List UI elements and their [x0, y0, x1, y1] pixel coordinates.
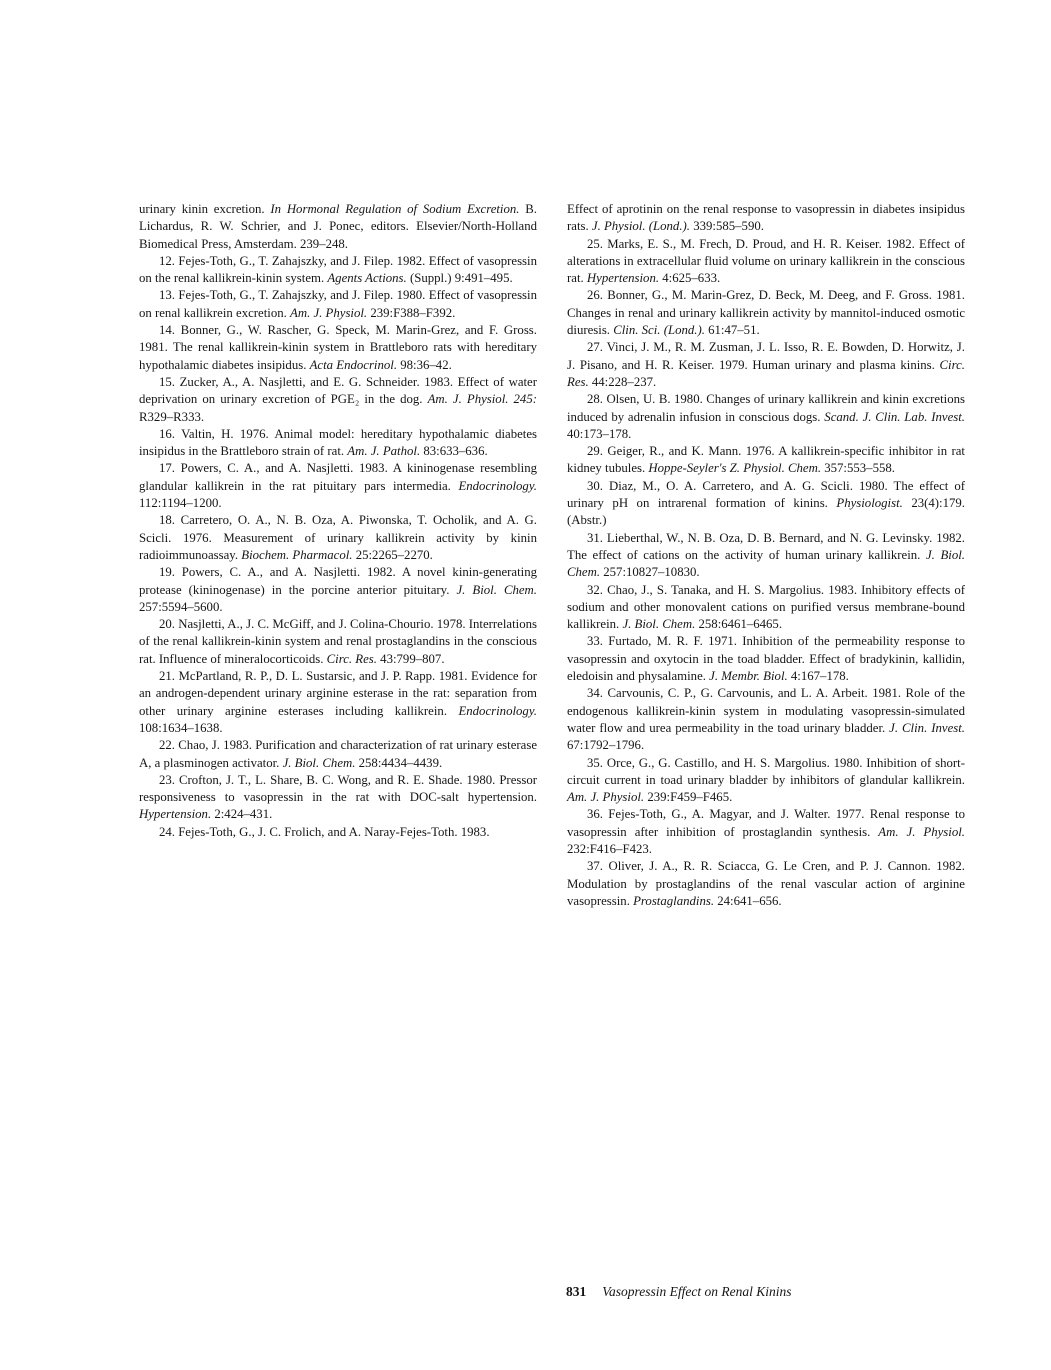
reference-text: 27. Vinci, J. M., R. M. Zusman, J. L. Isso, R. E. Bowden, D. Horwitz, J. J. Pisano, and H. R. Keiser. 1979. Human urinary and plasma kinins.: [567, 340, 965, 372]
reference-journal-name: Am. J. Pathol.: [347, 444, 421, 459]
reference-text: 25:2265–2270.: [352, 547, 433, 562]
reference-text: B. Lichardus, R. W. Schrier, and J. Ponec, editors. Elsevier/North-Holland Biomedical Press, Amsterdam. 239–248.: [139, 202, 537, 251]
reference-text: 24:641–656.: [714, 893, 782, 908]
reference-item: [139, 737, 537, 772]
reference-journal-name: Hoppe-Seyler's Z. Physiol. Chem.: [648, 461, 822, 476]
running-title: Vasopressin Effect on Renal Kinins: [602, 1284, 792, 1299]
reference-text: 4:167–178.: [787, 669, 849, 684]
reference-journal-name: Circ. Res.: [567, 357, 965, 389]
reference-item: [139, 616, 537, 668]
page-number: 831: [566, 1284, 587, 1299]
reference-continuation: [139, 201, 537, 253]
reference-item: [567, 339, 965, 391]
reference-journal-name: J. Biol. Chem.: [282, 755, 356, 770]
reference-item: [139, 564, 537, 616]
reference-text: 239:F459–F465.: [644, 790, 733, 805]
reference-item: [567, 530, 965, 582]
reference-item: [139, 824, 537, 841]
reference-text: 16. Valtin, H. 1976. Animal model: hereditary hypothalamic diabetes insipidus in the Brattleboro strain of rat.: [139, 426, 537, 459]
reference-text: 19. Powers, C. A., and A. Nasjletti. 1982. A novel kinin-generating protease (kininogenase) in the porcine anterior pituitary.: [139, 565, 537, 597]
reference-text: 67:1792–1796.: [567, 738, 645, 753]
reference-item: [567, 391, 965, 443]
reference-text: R329–R333.: [139, 409, 205, 424]
reference-text: Effect of aprotinin on the renal response to vasopressin in diabetes insipidus rats.: [567, 202, 965, 234]
reference-journal-name: Endocrinology.: [458, 478, 537, 493]
reference-text: 34. Carvounis, C. P., G. Carvounis, and L. A. Arbeit. 1981. Role of the endogenous kallikrein-kinin system in modulating vasopressin-simulated water flow and urea permeability in the toad urinary bladder.: [567, 686, 965, 735]
reference-item: [139, 374, 537, 426]
reference-text: 43:799–807.: [376, 651, 445, 666]
reference-item: [567, 755, 965, 807]
reference-item: [567, 858, 965, 910]
reference-item: [139, 512, 537, 564]
reference-text: 26. Bonner, G., M. Marin-Grez, D. Beck, M. Deeg, and F. Gross. 1981. Changes in renal and urinary kallikrein activity by mannitol-induced osmotic diuresis.: [567, 288, 965, 338]
reference-journal-name: Am. J. Physiol.: [878, 824, 965, 839]
reference-text: 232:F416–F423.: [567, 841, 652, 856]
reference-text: 33. Furtado, M. R. F. 1971. Inhibition of the permeability response to vasopressin and oxytocin in the toad bladder. Effect of bradykinin, kallidin, eledoisin and physalamine.: [567, 634, 965, 684]
reference-text: 40:173–178.: [567, 426, 632, 441]
reference-item: [567, 582, 965, 634]
reference-text: 12. Fejes-Toth, G., T. Zahajszky, and J. Filep. 1982. Effect of vasopressin on the renal kallikrein-kinin system.: [139, 253, 537, 286]
reference-item: [567, 685, 965, 754]
reference-item: [139, 426, 537, 461]
reference-text: 257:10827–10830.: [600, 565, 700, 580]
reference-text: 4:625–633.: [659, 271, 721, 286]
reference-text: 20. Nasjletti, A., J. C. McGiff, and J. Colina-Chourio. 1978. Interrelations of the renal kallikrein-kinin system and renal prostaglandins in the conscious rat. Influence of mineralocorticoids.: [139, 617, 537, 666]
reference-text: 258:6461–6465.: [695, 617, 783, 632]
reference-journal-name: Hypertension.: [586, 271, 660, 286]
reference-item: [139, 668, 537, 737]
reference-text: 257:5594–5600.: [139, 599, 223, 614]
reference-item: [139, 287, 537, 322]
reference-journal-name: J. Biol. Chem.: [622, 617, 696, 632]
reference-text: 83:633–636.: [420, 444, 488, 459]
reference-text: (Suppl.) 9:491–495.: [406, 271, 513, 286]
reference-text: 2:424–431.: [211, 807, 273, 822]
reference-text: 14. Bonner, G., W. Rascher, G. Speck, M. Marin-Grez, and F. Gross. 1981. The renal kallikrein-kinin system in Brattleboro rats with hereditary hypothalamic diabetes insipidus.: [139, 323, 537, 372]
reference-text: 239:F388–F392.: [367, 305, 456, 320]
reference-item: [567, 287, 965, 339]
reference-text: 61:47–51.: [704, 323, 760, 338]
reference-item: [139, 322, 537, 374]
page-footer: [566, 1283, 792, 1300]
reference-text: 21. McPartland, R. P., D. L. Sustarsic, and J. P. Rapp. 1981. Evidence for an androgen-dependent urinary arginine esterase in the rat: separation from other urinary arginine esterases including kallikrein.: [139, 669, 537, 718]
reference-journal-name: Clin. Sci. (Lond.).: [613, 323, 705, 338]
reference-text: 98:36–42.: [397, 357, 452, 372]
reference-journal-name: Acta Endocrinol.: [309, 357, 398, 372]
reference-journal-name: Am. J. Physiol.: [290, 305, 368, 320]
reference-journal-name: Agents Actions.: [327, 271, 407, 286]
reference-text: urinary kinin excretion.: [139, 202, 271, 216]
references-column-left: [139, 201, 537, 910]
reference-journal-name: J. Clin. Invest.: [889, 720, 965, 735]
reference-item: [139, 253, 537, 288]
reference-item: [139, 460, 537, 512]
reference-text: 44:228–237.: [588, 374, 657, 389]
reference-text: 15. Zucker, A., A. Nasjletti, and E. G. Schneider. 1983. Effect of water deprivation on urinary excretion of PGE₂ in the dog.: [139, 374, 537, 407]
reference-journal-name: J. Biol. Chem.: [567, 547, 965, 580]
reference-item: [567, 633, 965, 685]
reference-journal-name: Biochem. Pharmacol.: [241, 547, 353, 562]
references-section: [139, 201, 965, 910]
reference-text: 339:585–590.: [690, 219, 764, 234]
reference-text: 18. Carretero, O. A., N. B. Oza, A. Piwonska, T. Ocholik, and A. G. Scicli. 1976. Measurement of urinary kallikrein activity by kinin radioimmunoassay.: [139, 513, 537, 562]
reference-journal-name: In Hormonal Regulation of Sodium Excretion.: [270, 202, 520, 216]
reference-item: [567, 478, 965, 530]
reference-text: 37. Oliver, J. A., R. R. Sciacca, G. Le Cren, and P. J. Cannon. 1982. Modulation by prostaglandins of the renal vascular action of arginine vasopressin.: [567, 859, 965, 908]
reference-item: [567, 806, 965, 858]
reference-text: 108:1634–1638.: [139, 720, 223, 735]
reference-text: 31. Lieberthal, W., N. B. Oza, D. B. Bernard, and N. G. Levinsky. 1982. The effect of cations on the activity of human urinary kallikrein.: [567, 530, 965, 562]
reference-journal-name: Am. J. Physiol. 245:: [427, 392, 537, 407]
reference-text: 25. Marks, E. S., M. Frech, D. Proud, and H. R. Keiser. 1982. Effect of alterations in extracellular fluid volume on urinary kallikrein in the conscious rat.: [567, 236, 965, 286]
reference-text: 24. Fejes-Toth, G., J. C. Frolich, and A. Naray-Fejes-Toth. 1983.: [159, 824, 490, 839]
reference-journal-name: Hypertension.: [139, 807, 212, 822]
reference-item: [567, 236, 965, 288]
reference-text: 28. Olsen, U. B. 1980. Changes of urinary kallikrein and kinin excretions induced by adrenalin infusion in conscious dogs.: [567, 392, 965, 424]
reference-text: 357:553–558.: [821, 461, 895, 476]
reference-text: 17. Powers, C. A., and A. Nasjletti. 1983. A kininogenase resembling glandular kallikrein in the rat pituitary pars intermedia.: [139, 461, 537, 493]
reference-journal-name: J. Membr. Biol.: [709, 669, 788, 684]
reference-journal-name: J. Biol. Chem.: [456, 582, 537, 597]
references-column-right: [567, 201, 965, 910]
reference-text: 22. Chao, J. 1983. Purification and characterization of rat urinary esterase A, a plasminogen activator.: [139, 738, 537, 770]
reference-text: 112:1194–1200.: [139, 496, 222, 511]
reference-journal-name: Am. J. Physiol.: [567, 790, 645, 805]
reference-text: 35. Orce, G., G. Castillo, and H. S. Margolius. 1980. Inhibition of short-circuit current in toad urinary bladder by inhibitors of glandular kallikrein.: [567, 755, 965, 787]
reference-journal-name: Prostaglandins.: [633, 893, 715, 908]
reference-journal-name: J. Physiol. (Lond.).: [591, 219, 690, 234]
reference-journal-name: Endocrinology.: [458, 703, 537, 718]
reference-text: 29. Geiger, R., and K. Mann. 1976. A kallikrein-specific inhibitor in rat kidney tubules.: [567, 444, 965, 476]
reference-text: 30. Diaz, M., O. A. Carretero, and A. G. Scicli. 1980. The effect of urinary pH on intrarenal formation of kinins.: [567, 478, 965, 511]
reference-journal-name: Scand. J. Clin. Lab. Invest.: [824, 409, 965, 424]
reference-text: 23. Crofton, J. T., L. Share, B. C. Wong, and R. E. Shade. 1980. Pressor responsiveness to vasopressin in the rat with DOC-salt hypertension.: [139, 772, 537, 805]
reference-item: [139, 772, 537, 824]
reference-text: 36. Fejes-Toth, G., A. Magyar, and J. Walter. 1977. Renal response to vasopressin after inhibition of prostaglandin synthesis.: [567, 807, 965, 839]
reference-text: 23(4):179. (Abstr.): [567, 496, 966, 528]
reference-text: 32. Chao, J., S. Tanaka, and H. S. Margolius. 1983. Inhibitory effects of sodium and other monovalent cations on purified versus membrane-bound kallikrein.: [567, 582, 965, 632]
reference-text: 258:4434–4439.: [355, 755, 443, 770]
reference-text: 13. Fejes-Toth, G., T. Zahajszky, and J. Filep. 1980. Effect of vasopressin on renal kallikrein excretion.: [139, 288, 537, 320]
reference-continuation: [567, 201, 965, 236]
reference-journal-name: Physiologist.: [836, 496, 903, 511]
reference-journal-name: Circ. Res.: [326, 651, 377, 666]
reference-item: [567, 443, 965, 478]
